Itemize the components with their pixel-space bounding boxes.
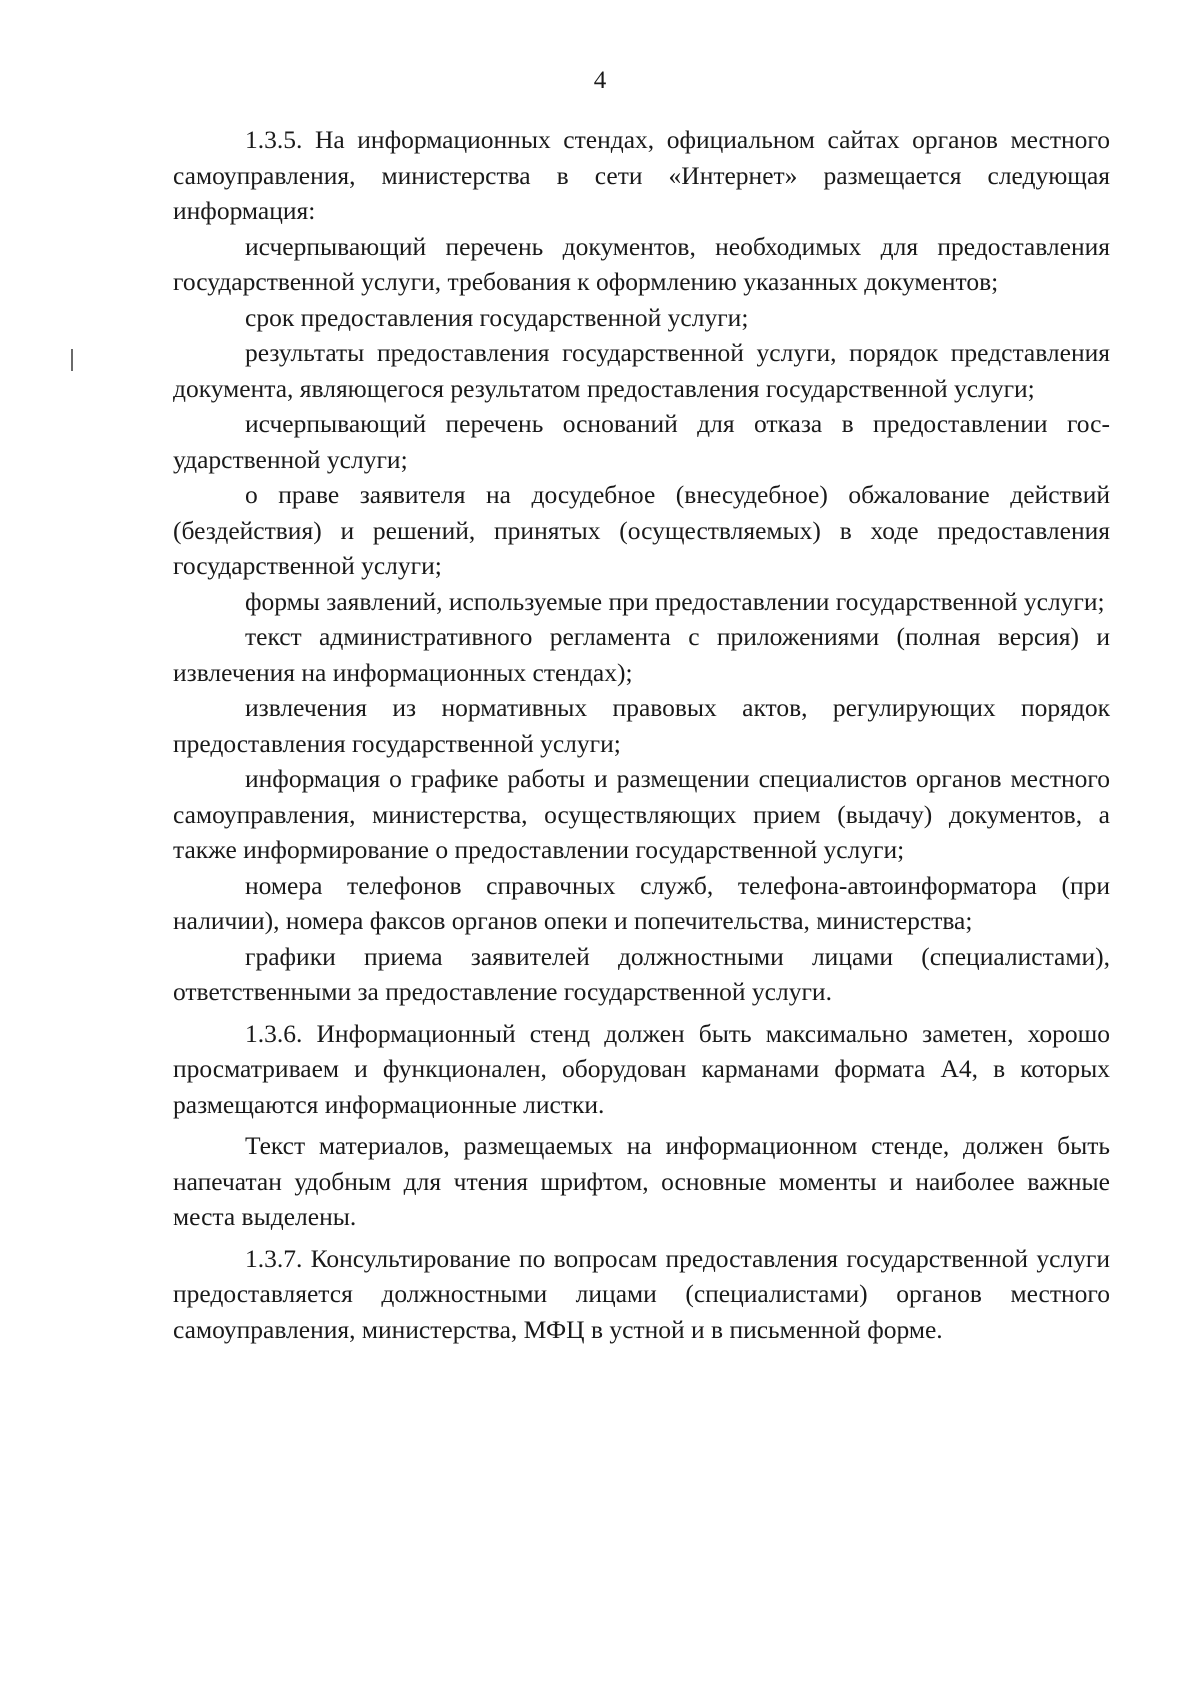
document-body — [173, 122, 1110, 1347]
list-item-regulation-text: текст административного регламента с приложениями (полная версия) и извлечения на информационных стендах); — [173, 622, 1110, 687]
paragraph-1-3-5: 1.3.5. На информационных стендах, официальном сайтах органов местного самоуправления, министерства в сети «Интернет» размещается следующая информация: — [173, 125, 1110, 225]
paragraph-1-3-7: 1.3.7. Консультирование по вопросам предоставления государственной услуги предоставляется должностными лицами (специалистами) органов местного самоуправления, министерства, МФЦ в устной и в письменной форме. — [173, 1243, 1110, 1344]
list-item-documents: исчерпывающий перечень документов, необходимых для предоставления государственной услуги, требования к оформлению указанных документов; — [173, 231, 1110, 296]
page-number: 4 — [593, 67, 607, 94]
list-item-refusal-grounds: исчерпывающий перечень оснований для отказа в предоставлении государственной услуги; — [173, 409, 1110, 474]
paragraph-stand-text: Текст материалов, размещаемых на информационном стенде, должен быть напечатан удобным для чтения шрифтом, основные моменты и наиболее важные места выделены. — [173, 1131, 1110, 1231]
list-item-phone-numbers: номера телефонов справочных служб, телефона-автоинформатора (при наличии), номера факсов органов опеки и попечительства, министерства; — [173, 870, 1110, 935]
paragraph-1-3-6: 1.3.6. Информационный стенд должен быть максимально заметен, хорошо просматриваем и функционален, оборудован карманами формата А4, в которых размещаются информационные листки. — [173, 1018, 1110, 1119]
list-item-appeal-right: о праве заявителя на досудебное (внесудебное) обжалование действий (бездействия) и решений, принятых (осуществляемых) в ходе предоставления государственной услуги; — [173, 480, 1110, 580]
list-item-application-forms: формы заявлений, используемые при предоставлении государственной услуги; — [245, 586, 1105, 616]
scan-artifact-mark — [71, 349, 73, 371]
list-item-legal-extracts: извлечения из нормативных правовых актов, регулирующих порядок предоставления государственной услуги; — [173, 693, 1110, 758]
list-item-work-schedule: информация о графике работы и размещении специалистов органов местного самоуправления, министерства, осуществляющих прием (выдачу) документов, а также информирование о предоставлении государственной услуги; — [173, 764, 1110, 864]
list-item-deadline: срок предоставления государственной услуги; — [245, 302, 749, 332]
list-item-reception-schedule: графики приема заявителей должностными лицами (специалистами), ответственными за предоставление государственной услуги. — [173, 941, 1110, 1006]
list-item-results: результаты предоставления государственной услуги, порядок представления документа, являющегося результатом предоставления государственной услуги; — [173, 338, 1110, 403]
